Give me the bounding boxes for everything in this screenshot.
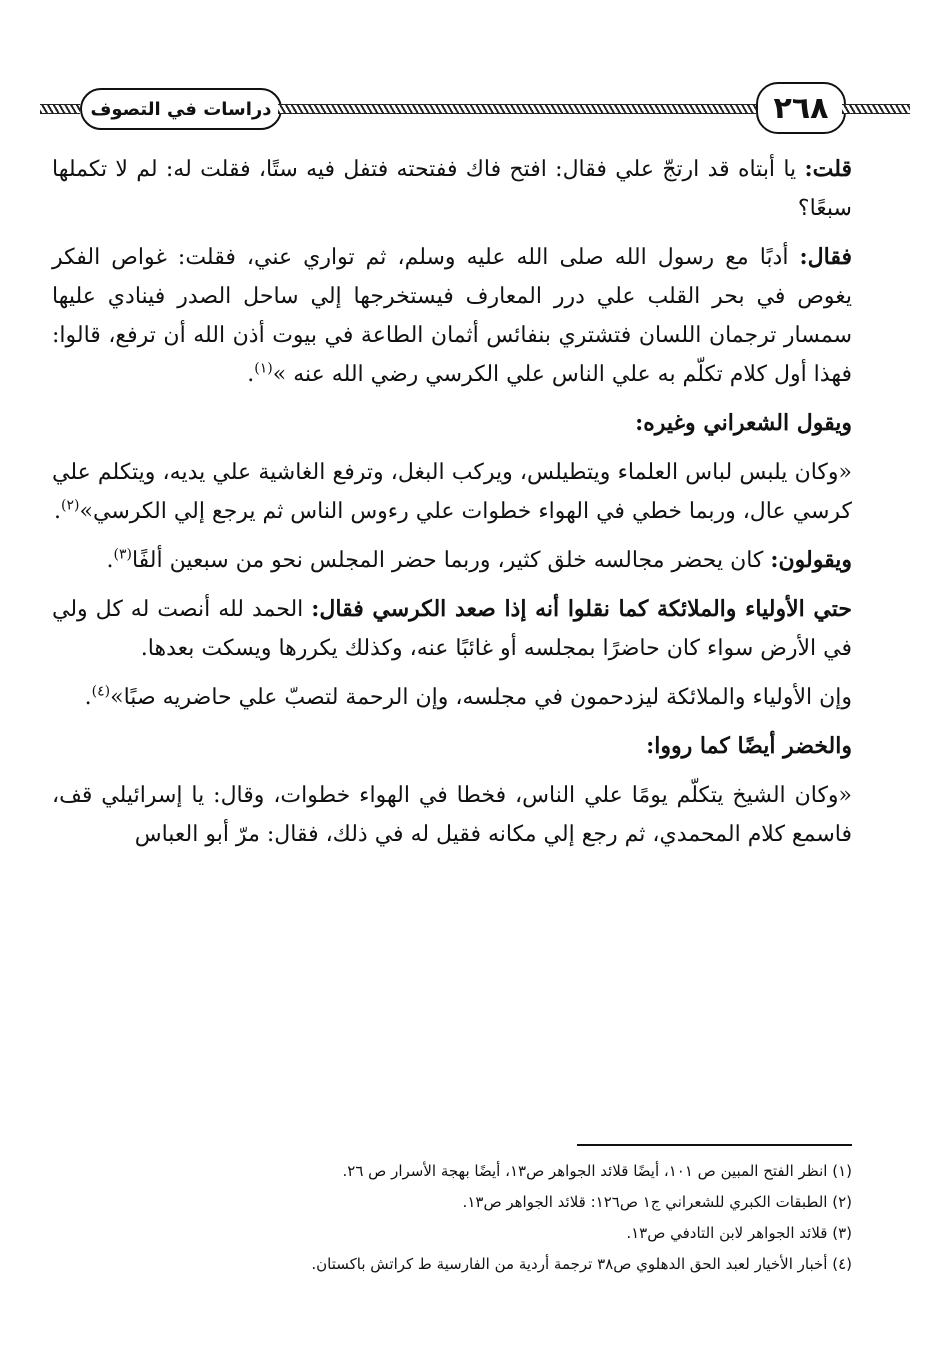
footnote-1: (١) انظر الفتح المبين ص ١٠١، أيضًا قلائد الجواهر ص١٣، أيضًا بهجة الأسرار ص ٢٦. bbox=[342, 1162, 852, 1180]
paragraph-3 bbox=[52, 404, 852, 443]
footnote-marker: (٢) bbox=[61, 497, 80, 514]
paragraph-text: يا أبتاه قد ارتجّ علي فقال: افتح فاك ففتحته فتفل فيه ستًا، فقلت له: لم لا تكملها سبعًا؟ bbox=[52, 157, 852, 221]
paragraph-text: أدبًا مع رسول الله صلى الله عليه وسلم، ثم تواري عني، فقلت: غواص الفكر يغوص في بحر القلب علي درر المعارف فيستخرجها إلي ساحل الصدر فينادي عليها سمسار ترجمان اللسان فتشتري بنفائس أثمان الطاعة في بيوت أذن الله أن ترفع، قالوا: فهذا أول كلام تكلّم به علي الناس علي الكرسي رضي الله عنه » bbox=[52, 245, 852, 387]
page-number: ٢٦٨ bbox=[756, 82, 846, 134]
paragraph-6 bbox=[52, 590, 852, 668]
paragraph-tail: . bbox=[84, 685, 92, 710]
paragraph-text: «وكان الشيخ يتكلّم يومًا علي الناس، فخطا في الهواء خطوات، وقال: يا إسرائيلي قف، فاسمع كلام المحمدي، ثم رجع إلي مكانه فقيل له في ذلك، فقال: مرّ أبو العباس bbox=[52, 783, 852, 847]
paragraph-7 bbox=[52, 678, 852, 717]
running-title: دراسات في التصوف bbox=[80, 88, 282, 130]
main-text bbox=[52, 150, 852, 864]
paragraph-lead: فقال: bbox=[799, 244, 852, 270]
paragraph-1 bbox=[52, 150, 852, 228]
footnote-4: (٤) أخبار الأخيار لعبد الحق الدهلوي ص٣٨ ترجمة أردية من الفارسية ط كراتش باكستان. bbox=[311, 1255, 852, 1273]
paragraph-4 bbox=[52, 453, 852, 531]
header-ornament-right bbox=[842, 104, 910, 114]
footnote-marker: (٤) bbox=[91, 683, 111, 700]
footnote-marker: (١) bbox=[254, 360, 273, 377]
paragraph-lead: ويقولون: bbox=[770, 547, 852, 573]
footnotes bbox=[52, 1156, 852, 1280]
paragraph-9 bbox=[52, 776, 852, 854]
running-header bbox=[40, 80, 910, 136]
footnote-marker: (٣) bbox=[113, 546, 132, 563]
paragraph-tail: . bbox=[247, 362, 255, 387]
footnote-2: (٢) الطبقات الكبري للشعراني ج١ ص١٢٦: قلائد الجواهر ص١٣. bbox=[462, 1193, 852, 1211]
paragraph-lead: قلت: bbox=[804, 156, 852, 182]
paragraph-lead: والخضر أيضًا كما رووا: bbox=[646, 733, 852, 759]
paragraph-5 bbox=[52, 541, 852, 580]
paragraph-text: الحمد لله أنصت له كل ولي في الأرض سواء كان حاضرًا بمجلسه أو غائبًا عنه، وكذلك يكررها ويسكت بعدها. bbox=[52, 597, 852, 661]
paragraph-lead: حتي الأولياء والملائكة كما نقلوا أنه إذا صعد الكرسي فقال: bbox=[311, 596, 852, 622]
paragraph-tail: . bbox=[106, 548, 114, 573]
paragraph-text: وإن الأولياء والملائكة ليزدحمون في مجلسه، وإن الرحمة لتصبّ علي حاضريه صبًا» bbox=[110, 685, 852, 710]
paragraph-text: كان يحضر مجالسه خلق كثير، وربما حضر المجلس نحو من سبعين ألفًا bbox=[131, 548, 771, 573]
paragraph-tail: . bbox=[54, 499, 62, 524]
paragraph-lead: ويقول الشعراني وغيره: bbox=[635, 410, 852, 436]
header-ornament-left bbox=[40, 104, 80, 114]
footnote-3: (٣) قلائد الجواهر لابن التادفي ص١٣. bbox=[626, 1224, 852, 1242]
paragraph-2 bbox=[52, 238, 852, 394]
header-ornament-middle bbox=[278, 104, 756, 114]
paragraph-text: «وكان يلبس لباس العلماء ويتطيلس، ويركب البغل، وترفع الغاشية علي يديه، ويتكلم علي كرسي عال، وربما خطي في الهواء خطوات علي رءوس الناس ثم يرجع إلي الكرسي» bbox=[52, 460, 852, 524]
footnote-separator bbox=[577, 1144, 852, 1146]
paragraph-8 bbox=[52, 727, 852, 766]
